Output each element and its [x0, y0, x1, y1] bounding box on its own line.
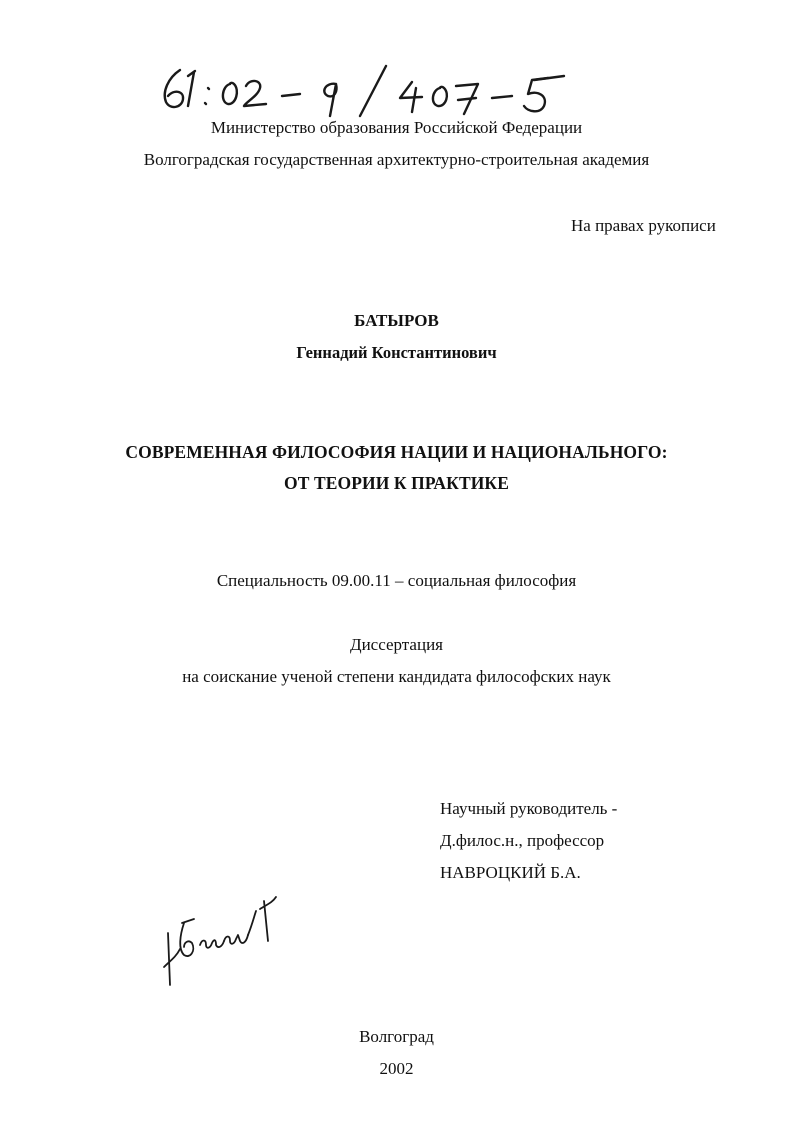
ministry-name: Министерство образования Российской Федерации	[210, 118, 583, 137]
supervisor-name: НАВРОЦКИЙ Б.А.	[440, 863, 581, 882]
archive-mark-text	[0, 0, 1, 1]
dissertation-title-line-1: СОВРЕМЕННАЯ ФИЛОСОФИЯ НАЦИИ И НАЦИОНАЛЬНОГО:	[125, 442, 668, 462]
year: 2002	[379, 1059, 414, 1078]
dissertation-purpose: на соискание ученой степени кандидата философских наук	[182, 667, 611, 686]
handwritten-signature	[160, 895, 290, 995]
specialty: Специальность 09.00.11 – социальная философия	[216, 571, 577, 590]
author-given-names: Геннадий Константинович	[296, 343, 497, 362]
academy-name: Волгоградская государственная архитектурно-строительная академия	[143, 150, 650, 169]
author-surname: БАТЫРОВ	[354, 311, 439, 330]
supervisor-degree: Д.филос.н., профессор	[440, 831, 605, 850]
city: Волгоград	[359, 1027, 434, 1046]
dissertation-label: Диссертация	[349, 635, 443, 654]
supervisor-role: Научный руководитель -	[440, 799, 618, 818]
dissertation-title-line-2: ОТ ТЕОРИИ К ПРАКТИКЕ	[283, 473, 509, 493]
manuscript-rights: На правах рукописи	[571, 216, 716, 235]
